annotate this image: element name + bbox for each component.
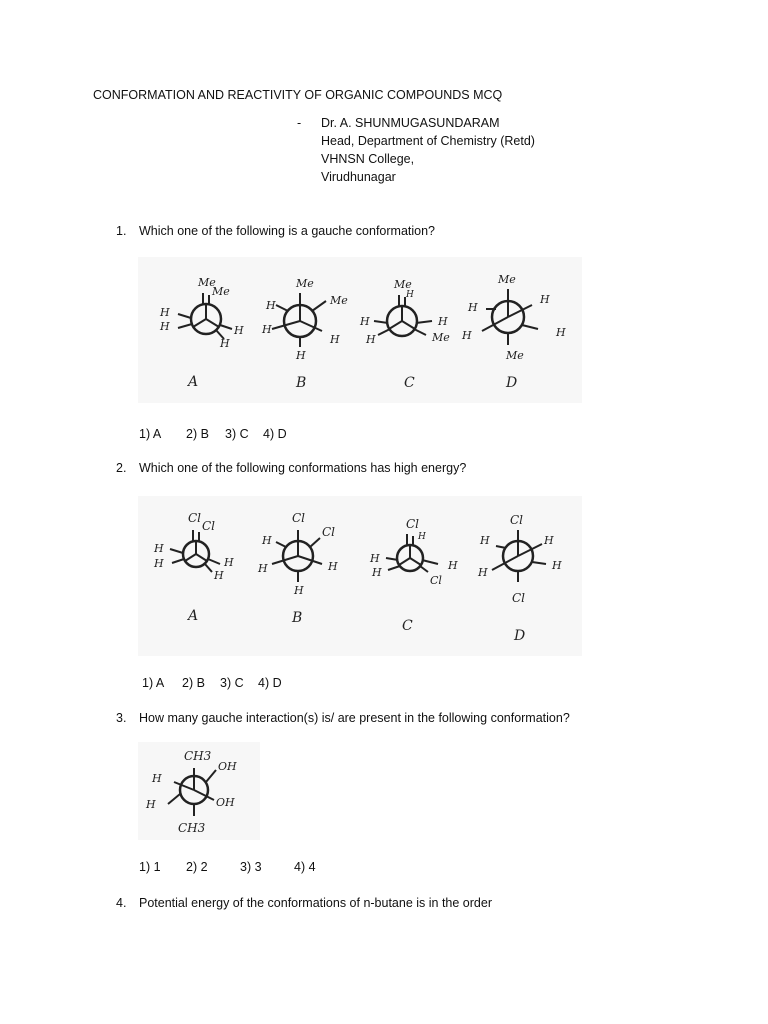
2C-left-2: H — [372, 566, 382, 579]
2B-letter: B — [292, 610, 303, 626]
2A-letter: A — [188, 608, 199, 624]
C-top-1: Me — [394, 278, 412, 291]
2A-right-2: H — [214, 569, 224, 582]
question-1-text: Which one of the following is a gauche conformation? — [139, 224, 436, 238]
q3-option-2: 2) 2 — [186, 860, 208, 874]
newman-2C — [369, 517, 458, 634]
2D-letter: D — [514, 628, 526, 644]
q1-option-4: 4) D — [263, 427, 287, 441]
newman-projections-q1 — [138, 257, 582, 403]
q2-option-1: 1) A — [142, 676, 165, 690]
q3-right: OH — [216, 796, 235, 809]
question-2-figure — [138, 496, 582, 656]
question-2-number: 2. — [116, 461, 127, 475]
D-left-2: H — [462, 329, 472, 342]
question-2-text: Which one of the following conformations has high energy? — [139, 461, 467, 475]
newman-2D — [477, 513, 562, 644]
newman-projection-q3 — [138, 742, 260, 840]
2D-top: Cl — [510, 513, 524, 527]
C-left-2: H — [366, 333, 376, 346]
C-right-1: H — [438, 315, 448, 328]
q3-option-4: 4) 4 — [294, 860, 316, 874]
q3-option-3: 3) 3 — [240, 860, 262, 874]
question-1-number: 1. — [116, 224, 127, 238]
newman-D — [461, 273, 566, 391]
A-left-1: H — [160, 306, 170, 319]
A-right-1: H — [234, 324, 244, 337]
newman-C — [359, 278, 450, 391]
2D-right: H — [552, 559, 562, 572]
C-left-1: H — [360, 315, 370, 328]
2D-left-2: H — [478, 566, 488, 579]
A-left-2: H — [160, 320, 170, 333]
B-top-me: Me — [296, 277, 314, 290]
author-dash: - — [297, 116, 302, 130]
author-city: Virudhunagar — [321, 170, 396, 184]
newman-B — [261, 277, 348, 391]
B-bottom: H — [296, 349, 306, 362]
2D-bottom: Cl — [512, 591, 526, 605]
D-letter: D — [506, 375, 518, 391]
B-left-1: H — [266, 299, 276, 312]
2A-top-1: Cl — [188, 511, 202, 525]
2B-bottom: H — [294, 584, 304, 597]
newman-A — [159, 276, 244, 390]
q2-option-4: 4) D — [258, 676, 282, 690]
2C-left-1: H — [370, 552, 380, 565]
C-top-2: H — [406, 290, 414, 300]
q3-topright: OH — [218, 760, 237, 773]
A-right-2: H — [220, 337, 230, 350]
A-letter: A — [188, 374, 199, 390]
2A-right-1: H — [224, 556, 234, 569]
2B-right: H — [328, 560, 338, 573]
2C-letter: C — [402, 618, 413, 634]
2B-left-1: H — [262, 534, 272, 547]
B-letter: B — [296, 375, 307, 391]
2C-top-2: H — [418, 532, 426, 542]
q3-left-1: H — [152, 772, 162, 785]
q2-option-2: 2) B — [182, 676, 205, 690]
question-3-figure — [138, 742, 260, 840]
q1-option-3: 3) C — [225, 427, 249, 441]
B-right: H — [330, 333, 340, 346]
2D-left-1: H — [480, 534, 490, 547]
B-topright: Me — [330, 294, 348, 307]
D-top: Me — [498, 273, 516, 286]
2C-right-1: H — [448, 559, 458, 572]
document-title: CONFORMATION AND REACTIVITY OF ORGANIC COMPOUNDS MCQ — [93, 88, 503, 102]
C-right-2: Me — [432, 331, 450, 344]
q3-option-1: 1) 1 — [139, 860, 161, 874]
newman-2A — [153, 511, 234, 624]
q2-option-3: 3) C — [220, 676, 244, 690]
2A-left-2: H — [154, 557, 164, 570]
2A-top-2: Cl — [202, 519, 216, 533]
q1-option-2: 2) B — [186, 427, 209, 441]
C-letter: C — [404, 375, 415, 391]
q3-bottom: CH3 — [178, 821, 206, 835]
question-4-number: 4. — [116, 896, 127, 910]
2A-left-1: H — [154, 542, 164, 555]
question-3-number: 3. — [116, 711, 127, 725]
D-right: H — [556, 326, 566, 339]
2C-right-2: Cl — [430, 574, 442, 587]
D-bottom: Me — [506, 349, 524, 362]
newman-projections-q2 — [138, 496, 582, 656]
B-left-2: H — [262, 323, 272, 336]
2B-topright: Cl — [322, 525, 336, 539]
2B-left-2: H — [258, 562, 268, 575]
2D-topright: H — [544, 534, 554, 547]
author-name: Dr. A. SHUNMUGASUNDARAM — [321, 116, 500, 130]
q3-left-2: H — [146, 798, 156, 811]
A-top-2: Me — [212, 285, 230, 298]
author-position: Head, Department of Chemistry (Retd) — [321, 134, 535, 148]
2B-top: Cl — [292, 511, 306, 525]
A-top-1: Me — [198, 276, 216, 289]
question-1-figure — [138, 257, 582, 403]
author-college: VHNSN College, — [321, 152, 415, 166]
question-3-text: How many gauche interaction(s) is/ are present in the following conformation? — [139, 711, 570, 725]
question-4-text: Potential energy of the conformations of n-butane is in the order — [139, 896, 492, 910]
q3-top: CH3 — [184, 749, 212, 763]
D-topright: H — [540, 293, 550, 306]
2C-top-1: Cl — [406, 517, 420, 531]
q1-option-1: 1) A — [139, 427, 162, 441]
D-left-1: H — [468, 301, 478, 314]
newman-2B — [257, 511, 338, 626]
